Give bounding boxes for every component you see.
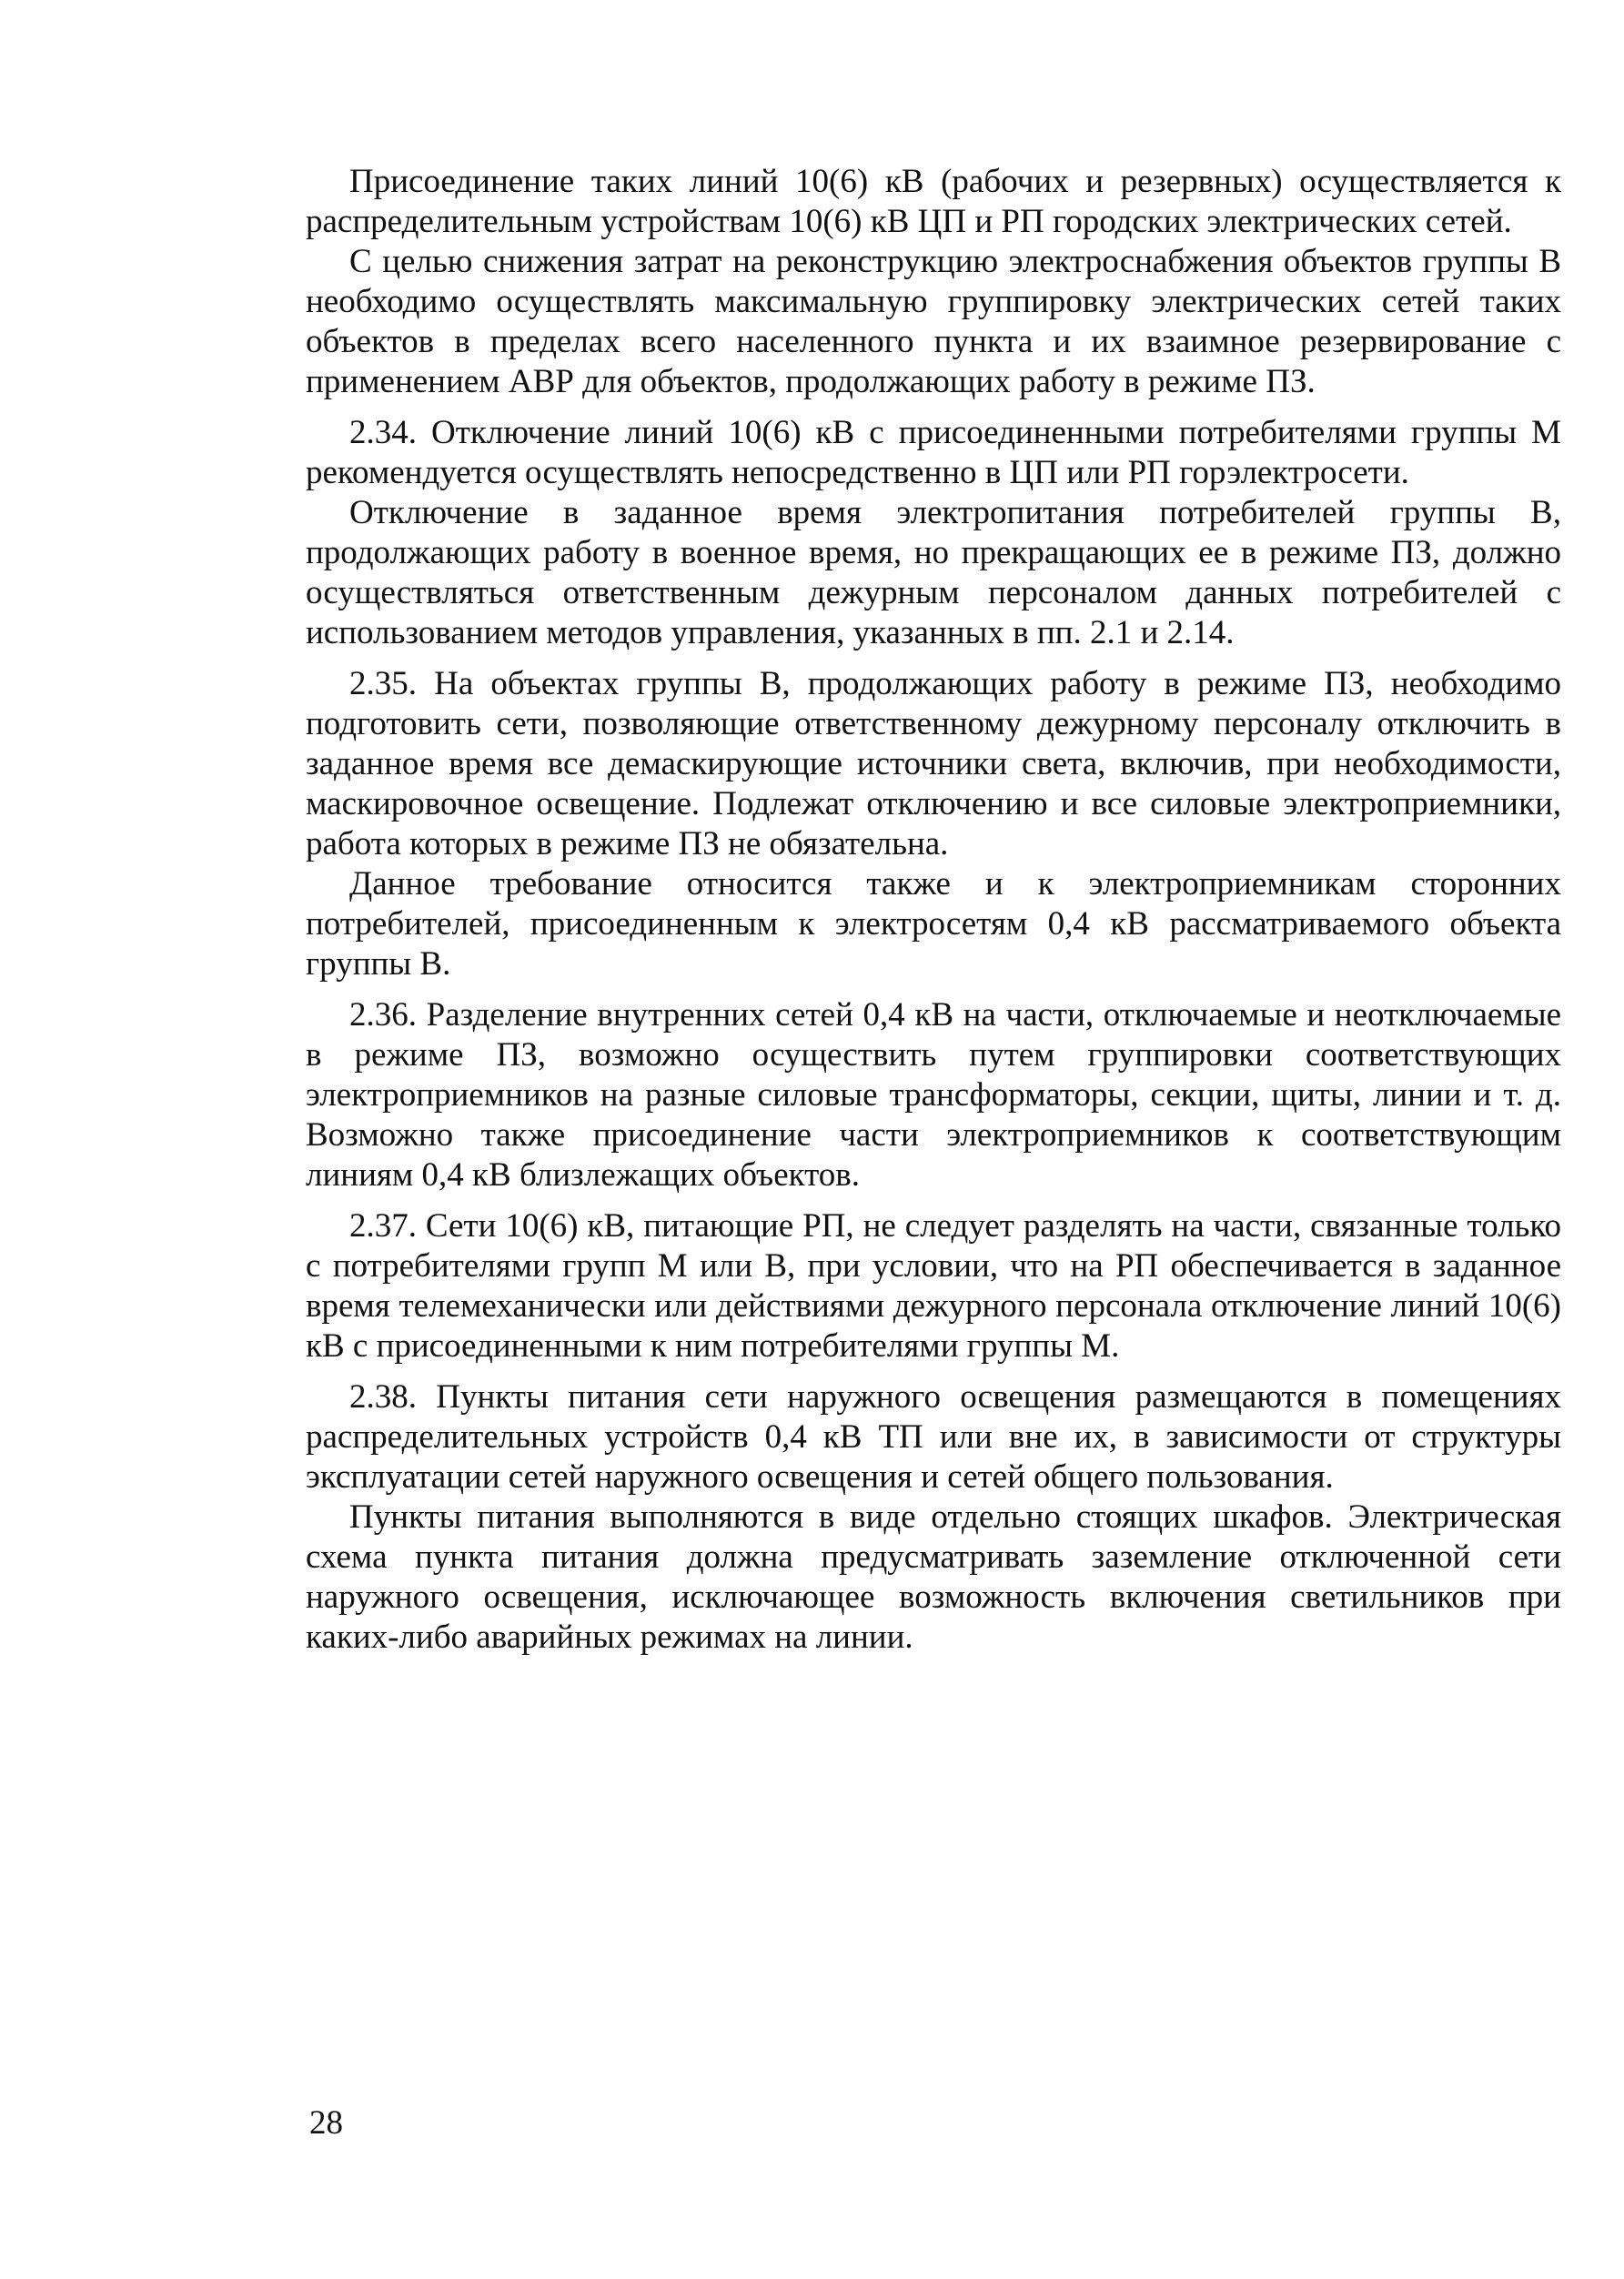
paragraph-disconnection-group-b	[306, 493, 1561, 653]
clause-2-36	[306, 995, 1561, 1195]
paragraph-text: Пункты питания выполняются в виде отдельно стоящих шкафов. Электрическая схема пункта питания должна предусматривать заземление отключенной сети наружного освещения, исключающее возможность включения светильников при каких-либо аварийных режимах на линии.	[306, 1498, 1561, 1656]
paragraph-text: На объектах группы В, продолжающих работу в режиме ПЗ, необходимо подготовить сети, позволяющие ответственному дежурному персоналу отключить в заданное время все демаскирующие источники света, включив, при необходимости, маскировочное освещение. Подлежат отключению и все силовые электроприемники, работа которых в режиме ПЗ не обязательна.	[306, 665, 1561, 862]
clause-number: 2.37.	[349, 1207, 417, 1245]
paragraph-text: Присоединение таких линий 10(6) кВ (рабочих и резервных) осуществляется к распределительным устройствам 10(6) кВ ЦП и РП городских электрических сетей.	[306, 163, 1561, 240]
clause-2-37	[306, 1206, 1561, 1366]
paragraph-text: Отключение в заданное время электропитания потребителей группы В, продолжающих работу в военное время, но прекращающих ее в режиме ПЗ, должно осуществляться ответственным дежурным персоналом данных потребителей с использованием методов управления, указанных в пп. 2.1 и 2.14.	[306, 494, 1561, 651]
clause-number: 2.35.	[349, 665, 417, 702]
clause-2-34	[306, 413, 1561, 493]
clause-2-38	[306, 1377, 1561, 1497]
paragraph-text: Разделение внутренних сетей 0,4 кВ на части, отключаемые и неотключаемые в режиме ПЗ, возможно осуществить путем группировки соответствующих электроприемников на разные силовые трансформаторы, секции, щиты, линии и т. д. Возможно также присоединение части электроприемников к соответствующим линиям 0,4 кВ близлежащих объектов.	[306, 996, 1562, 1194]
clause-2-35	[306, 664, 1561, 864]
paragraph-text: С целью снижения затрат на реконструкцию электроснабжения объектов группы В необходимо осуществлять максимальную группировку электрических сетей таких объектов в пределах всего населенного пункта и их взаимное резервирование с применением АВР для объектов, продолжающих работу в режиме ПЗ.	[306, 243, 1561, 400]
clause-number: 2.36.	[349, 996, 417, 1034]
body-text	[306, 162, 1561, 1658]
clause-number: 2.38.	[349, 1378, 417, 1416]
clause-number: 2.34.	[349, 414, 417, 451]
paragraph-third-party-consumers	[306, 864, 1561, 984]
paragraph-supply-points-cabinets	[306, 1497, 1561, 1658]
paragraph-text: Отключение линий 10(6) кВ с присоединенными потребителями группы М рекомендуется осуществлять непосредственно в ЦП или РП горэлектросети.	[306, 414, 1561, 491]
paragraph-text: Пункты питания сети наружного освещения размещаются в помещениях распределительных устройств 0,4 кВ ТП или вне их, в зависимости от структуры эксплуатации сетей наружного освещения и сетей общего пользования.	[306, 1378, 1562, 1496]
page-number: 28	[309, 2104, 343, 2142]
paragraph-text: Данное требование относится также и к электроприемникам сторонних потребителей, присоединенным к электросетям 0,4 кВ рассматриваемого объекта группы В.	[306, 865, 1561, 983]
paragraph-connection-lines	[306, 162, 1561, 242]
paragraph-cost-reduction	[306, 242, 1561, 402]
paragraph-text: Сети 10(6) кВ, питающие РП, не следует разделять на части, связанные только с потребителями групп М или В, при условии, что на РП обеспечивается в заданное время телемеханически или действиями дежурного персонала отключение линий 10(6) кВ с присоединенными к ним потребителями группы М.	[306, 1207, 1562, 1365]
